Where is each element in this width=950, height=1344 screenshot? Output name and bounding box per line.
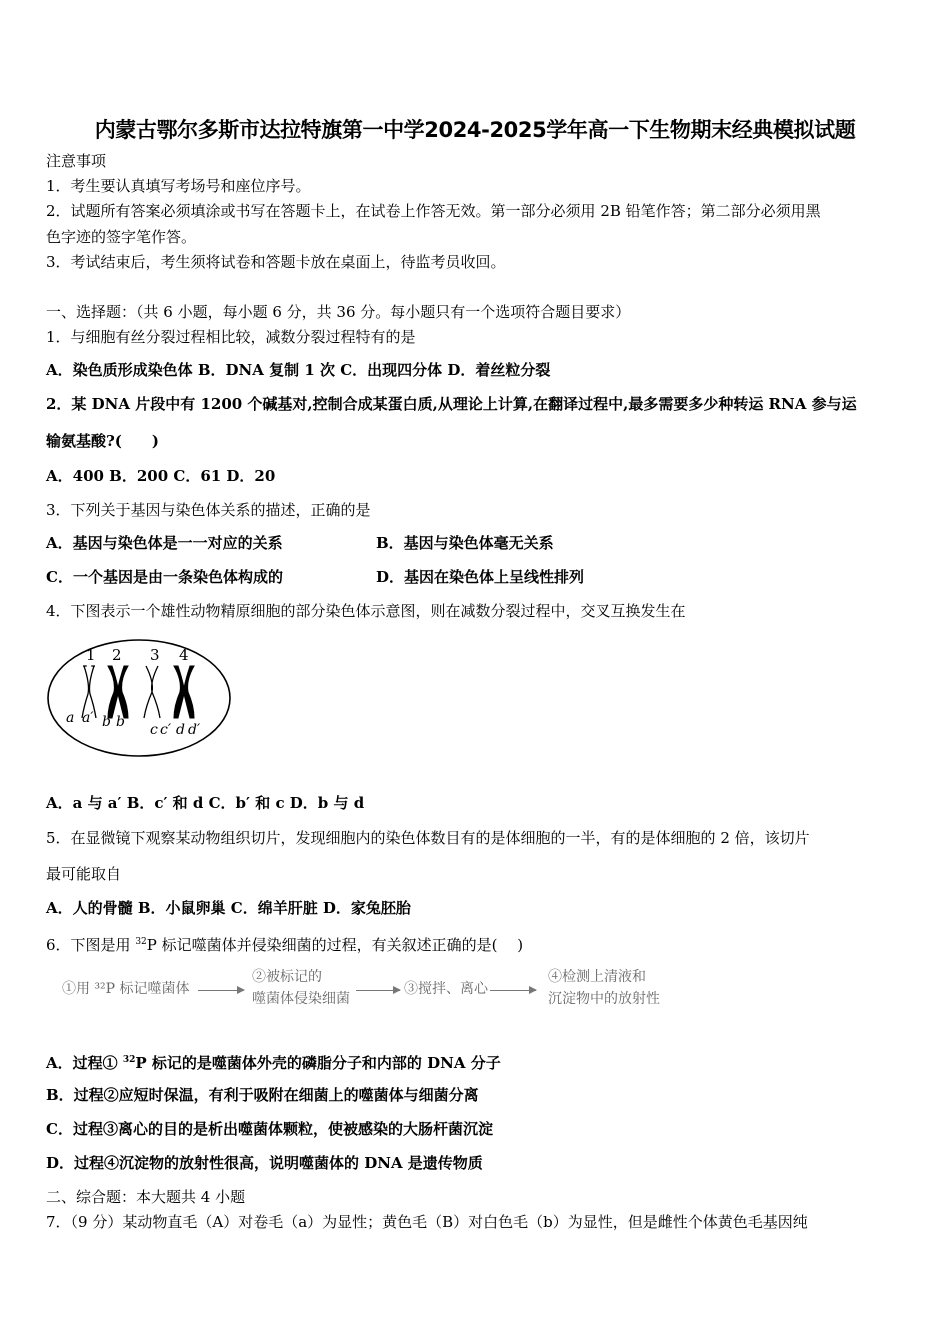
flow-arrow — [490, 990, 536, 991]
option-d: D．基因在染色体上呈线性排列 — [376, 568, 585, 586]
question-stem: 7．（9 分）某动物直毛（A）对卷毛（a）为显性；黄色毛（B）对白色毛（b）为显性，但是雌性个体黄色毛基因纯 — [46, 1213, 808, 1231]
question-stem: 最可能取自 — [46, 865, 122, 883]
question-options: A．400 B．200 C．61 D．20 — [46, 467, 276, 485]
notice-item: 1．考生要认真填写考场号和座位序号。 — [46, 177, 311, 195]
question-stem: 输氨基酸?( ) — [46, 432, 159, 450]
flow-step-1: ①用 ³²P 标记噬菌体 — [62, 981, 190, 997]
gene-label: d′ — [188, 722, 201, 738]
option-c: C．一个基因是由一条染色体构成的 — [46, 568, 283, 586]
flow-step-2: ②被标记的 — [252, 969, 322, 985]
option-c: C．过程③离心的目的是析出噬菌体颗粒，使被感染的大肠杆菌沉淀 — [46, 1120, 493, 1138]
question-options: A．a 与 a′ B．c′ 和 d C．b′ 和 c D．b 与 d — [46, 794, 365, 812]
question-stem — [46, 932, 523, 955]
flow-step-3: ③搅拌、离心 — [404, 981, 488, 997]
stem-text: P 标记噬菌体并侵染细菌的过程，有关叙述正确的是( ) — [146, 936, 524, 954]
gene-label: a′ — [82, 710, 94, 726]
question-options: A．人的骨髓 B．小鼠卵巢 C．绵羊肝脏 D．家兔胚胎 — [46, 899, 411, 917]
gene-label: c′ — [160, 722, 172, 738]
phage-flow-diagram — [62, 964, 672, 1014]
chromosome-number: 4 — [179, 646, 189, 664]
section-heading: 一、选择题：（共 6 小题，每小题 6 分，共 36 分。每小题只有一个选项符合题目要求） — [46, 303, 631, 321]
option-a: A．基因与染色体是一一对应的关系 — [46, 534, 283, 552]
option-d: D．过程④沉淀物的放射性很高，说明噬菌体的 DNA 是遗传物质 — [46, 1154, 483, 1172]
question-stem: 2．某 DNA 片段中有 1200 个碱基对,控制合成某蛋白质,从理论上计算,在翻译过程中,最多需要多少种转运 RNA 参与运 — [46, 395, 857, 413]
option-b: B．过程②应短时保温，有利于吸附在细菌上的噬菌体与细菌分离 — [46, 1086, 479, 1104]
gene-label: d — [176, 722, 185, 738]
notice-item: 3．考试结束后，考生须将试卷和答题卡放在桌面上，待监考员收回。 — [46, 253, 506, 271]
notice-item: 2．试题所有答案必须填涂或书写在答题卡上，在试卷上作答无效。第一部分必须用 2B 铅笔作答；第二部分必须用黑 — [46, 202, 821, 220]
chromosome-diagram — [46, 636, 232, 758]
question-stem: 1．与细胞有丝分裂过程相比较，减数分裂过程特有的是 — [46, 328, 416, 346]
chromosome-number: 3 — [150, 646, 160, 664]
superscript: 32 — [122, 1055, 136, 1065]
option-b: B．基因与染色体毫无关系 — [376, 534, 554, 552]
superscript: 32 — [135, 937, 147, 947]
flow-arrow — [198, 990, 244, 991]
gene-label: b′ — [116, 714, 129, 730]
flow-arrow — [356, 990, 400, 991]
flow-step-2: 噬菌体侵染细菌 — [252, 991, 350, 1007]
chromosome-2 — [108, 666, 128, 718]
option-text: P 标记的是噬菌体外壳的磷脂分子和内部的 DNA 分子 — [135, 1054, 501, 1072]
section-heading: 二、综合题：本大题共 4 小题 — [46, 1188, 246, 1206]
question-stem: 3．下列关于基因与染色体关系的描述，正确的是 — [46, 501, 371, 519]
stem-text: 6．下图是用 — [46, 936, 136, 954]
question-stem: 4．下图表示一个雄性动物精原细胞的部分染色体示意图，则在减数分裂过程中，交叉互换发生在 — [46, 602, 686, 620]
flow-step-4: 沉淀物中的放射性 — [548, 991, 660, 1007]
flow-step-4: ④检测上清液和 — [548, 969, 646, 985]
option-a — [46, 1050, 501, 1073]
exam-title: 内蒙古鄂尔多斯市达拉特旗第一中学2024-2025学年高一下生物期末经典模拟试题 — [94, 118, 856, 142]
notice-heading: 注意事项 — [46, 152, 107, 170]
chromosome-4 — [174, 666, 194, 718]
question-stem: 5．在显微镜下观察某动物组织切片，发现细胞内的染色体数目有的是体细胞的一半，有的是体细胞的 2 倍，该切片 — [46, 829, 810, 847]
question-options: A．染色质形成染色体 B．DNA 复制 1 次 C．出现四分体 D．着丝粒分裂 — [46, 361, 551, 379]
chromosome-number: 1 — [86, 646, 96, 664]
chromosome-number: 2 — [112, 646, 122, 664]
chromosome-3 — [144, 666, 160, 718]
gene-label: a — [66, 710, 75, 726]
option-text: A．过程① — [46, 1054, 123, 1072]
gene-label: c — [150, 722, 158, 738]
gene-label: b — [102, 714, 111, 730]
notice-item: 色字迹的签字笔作答。 — [46, 228, 197, 246]
